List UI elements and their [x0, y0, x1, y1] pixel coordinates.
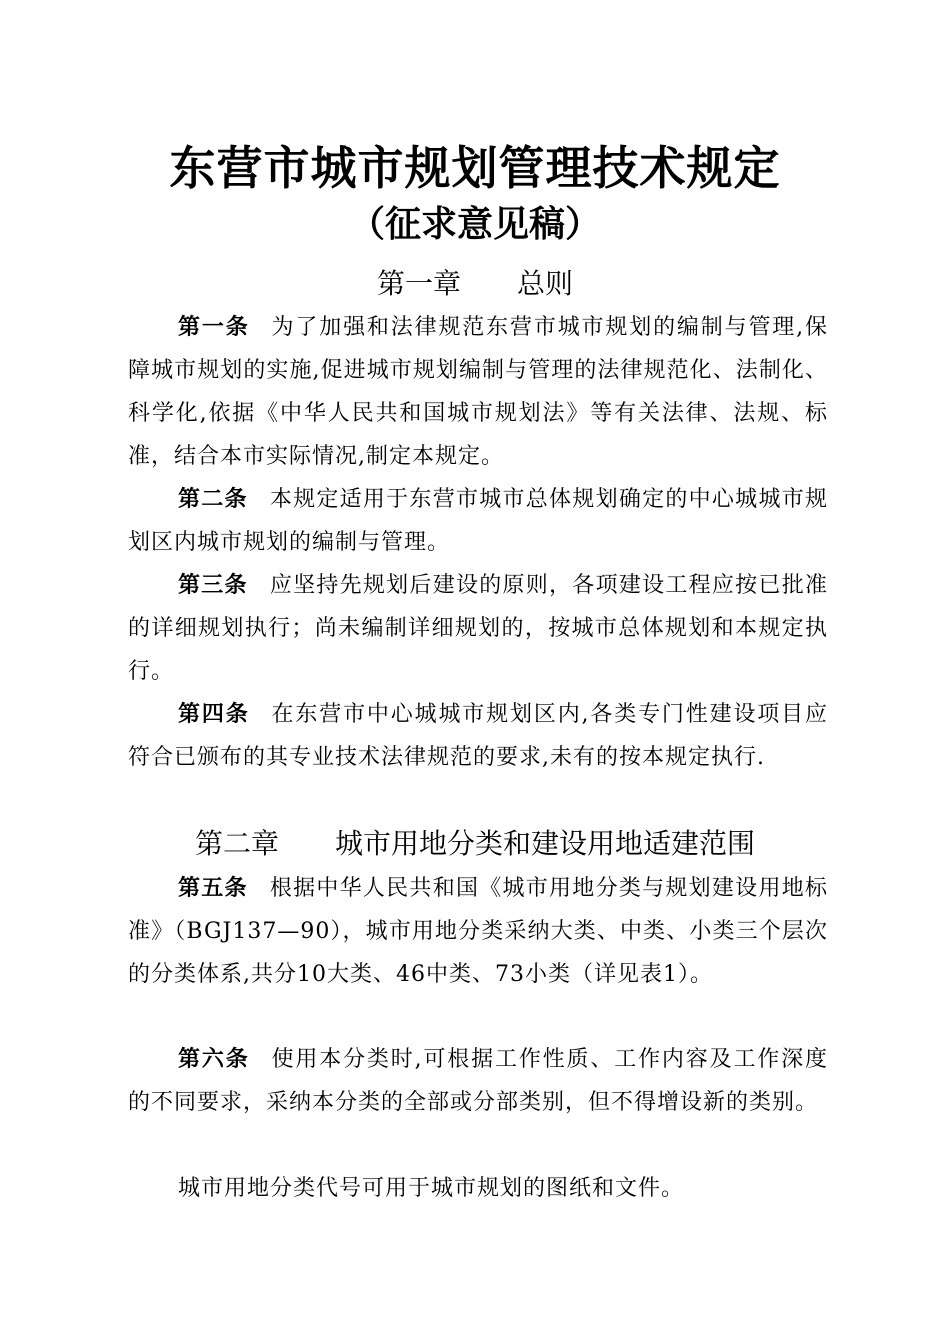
article-label: 第三条 — [178, 572, 248, 598]
chapter-heading: 第二章 城市用地分类和建设用地适建范围 — [194, 827, 755, 860]
article-paragraph — [128, 1038, 828, 1124]
article-label: 第五条 — [178, 875, 248, 901]
article-paragraph — [128, 478, 828, 564]
article-paragraph — [128, 564, 828, 693]
document-title: 东营市城市规划管理技术规定 — [169, 141, 781, 195]
article-text: 本规定适用于东营市城市总体规划确定的中心城城市规划区内城市规划的编制与管理。 — [128, 487, 828, 555]
article-text: 根据中华人民共和国《城市用地分类与规划建设用地标准》（BGJ137—90），城市用地分类采纳大类、中类、小类三个层次的分类体系,共分10大类、46中类、73小类（详见表1）。 — [128, 876, 828, 987]
document-subtitle: （征求意见稿） — [348, 203, 601, 245]
article-label: 第六条 — [178, 1046, 250, 1072]
article-text: 为了加强和法律规范东营市城市规划的编制与管理,保障城市规划的实施,促进城市规划编制与管理的法律规范化、法制化、科学化,依据《中华人民共和国城市规划法》等有关法律、法规、标准，结合本市实际情况,制定本规定。 — [128, 315, 828, 469]
article-paragraph — [128, 693, 828, 779]
article-label: 第二条 — [178, 486, 248, 512]
article-text: 在东营市中心城城市规划区内,各类专门性建设项目应符合已颁布的其专业技术法律规范的要求,未有的按本规定执行. — [128, 702, 828, 770]
closing-paragraph: 城市用地分类代号可用于城市规划的图纸和文件。 — [178, 1176, 685, 1201]
article-label: 第一条 — [178, 314, 250, 340]
article-paragraph — [128, 306, 828, 478]
article-text: 使用本分类时,可根据工作性质、工作内容及工作深度的不同要求，采纳本分类的全部或分部类别，但不得增设新的类别。 — [128, 1047, 828, 1115]
article-paragraph — [128, 867, 828, 996]
article-label: 第四条 — [178, 701, 250, 727]
article-text: 应坚持先规划后建设的原则，各项建设工程应按已批准的详细规划执行；尚未编制详细规划的，按城市总体规划和本规定执行。 — [128, 573, 828, 684]
chapter-heading: 第一章 总则 — [376, 267, 573, 300]
